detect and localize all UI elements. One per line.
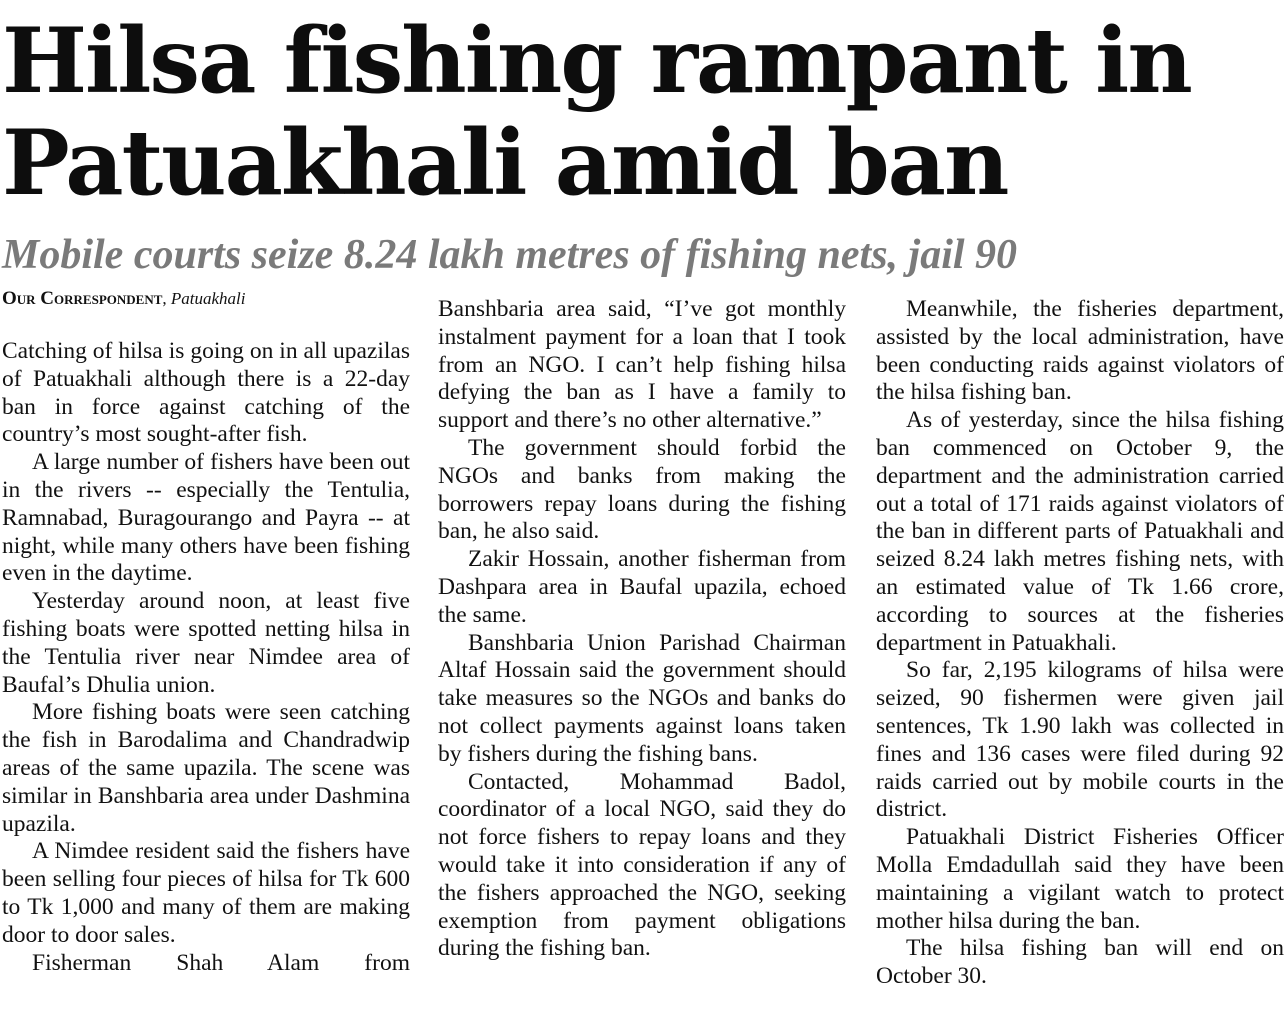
article-paragraph: The government should forbid the NGOs and banks from making the borrowers repay loans during the fishing ban, he also said. bbox=[438, 434, 846, 545]
article-paragraph: The hilsa fishing ban will end on October 30. bbox=[876, 935, 1284, 990]
article-paragraph: More fishing boats were seen catching the fish in Barodalima and Chandradwip areas of the same upazila. The scene was similar in Banshbaria area under Dashmina upazila. bbox=[2, 699, 410, 837]
article-paragraph: Banshbaria Union Parishad Chairman Altaf Hossain said the government should take measures so the NGOs and banks do not collect payments against loans taken by fishers during the fishing bans. bbox=[438, 629, 846, 767]
article-column-2 bbox=[438, 296, 846, 963]
article-paragraph: Fisherman Shah Alam from bbox=[32, 949, 410, 976]
article-paragraph: Catching of hilsa is going on in all upazilas of Patuakhali although there is a 22-day ban in force against catching of the country’s most sought-after fish. bbox=[2, 338, 410, 448]
article-column-3 bbox=[876, 296, 1284, 991]
article-paragraph: A large number of fishers have been out in the rivers -- especially the Tentulia, Ramnabad, Buragourango and Payra -- at night, while many others have been fishing even in the daytime. bbox=[2, 449, 410, 587]
article-paragraph: Zakir Hossain, another fisherman from Dashpara area in Baufal upazila, echoed the same. bbox=[438, 546, 846, 628]
byline bbox=[2, 288, 245, 310]
article-headline: Hilsa fishing rampant in Patuakhali amid ban bbox=[2, 8, 1191, 216]
article-column-1 bbox=[2, 338, 410, 977]
article-paragraph: Meanwhile, the fisheries department, assisted by the local administration, have been conducting raids against violators of the hilsa fishing ban. bbox=[876, 296, 1284, 406]
article-paragraph: A Nimdee resident said the fishers have been selling four pieces of hilsa for Tk 600 to Tk 1,000 and many of them are making door to door sales. bbox=[2, 838, 410, 948]
article-paragraph: Patuakhali District Fisheries Officer Molla Emdadullah said they have been maintaining a vigilant watch to protect mother hilsa during the ban. bbox=[876, 824, 1284, 934]
byline-place: Patuakhali bbox=[170, 289, 246, 308]
article-subheadline: Mobile courts seize 8.24 lakh metres of fishing nets, jail 90 bbox=[2, 232, 1018, 278]
article-paragraph: So far, 2,195 kilograms of hilsa were seized, 90 fishermen were given jail sentences, Tk 1.90 lakh was collected in fines and 136 cases were filed during 92 raids carried out by mobile courts in the district. bbox=[876, 657, 1284, 823]
byline-separator: , bbox=[162, 289, 167, 308]
article-paragraph: As of yesterday, since the hilsa fishing ban commenced on October 9, the department and the administration carried out a total of 171 raids against violators of the ban in different parts of Patuakhali and seized 8.24 lakh metres fishing nets, with an estimated value of Tk 1.66 crore, according to sources at the fisheries department in Patuakhali. bbox=[876, 407, 1284, 656]
article-paragraph: Yesterday around noon, at least five fishing boats were spotted netting hilsa in the Tentulia river near Nimdee area of Baufal’s Dhulia union. bbox=[2, 588, 410, 698]
article-paragraph: Contacted, Mohammad Badol, coordinator of a local NGO, said they do not force fishers to repay loans and they would take it into consideration if any of the fishers approached the NGO, seeking exemption from payment obligations during the fishing ban. bbox=[438, 768, 846, 962]
byline-author: Our Correspondent bbox=[2, 288, 163, 309]
article-paragraph: Banshbaria area said, “I’ve got monthly instalment payment for a loan that I took from an NGO. I can’t help fishing hilsa defying the ban as I have a family to support and there’s no other alternative.” bbox=[438, 296, 846, 434]
